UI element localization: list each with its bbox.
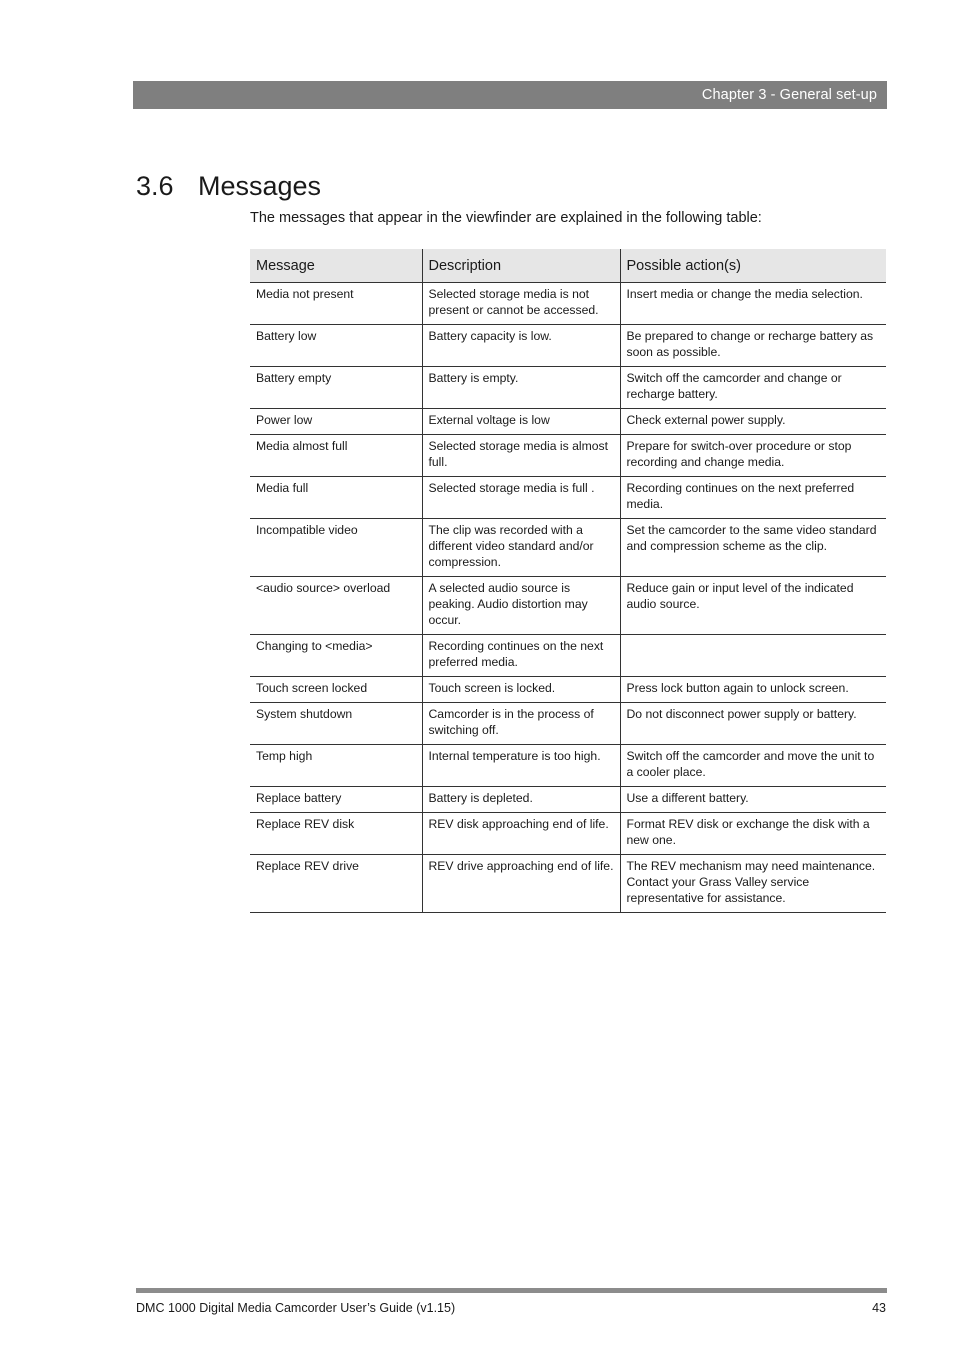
message-cell: <audio source> overload — [250, 577, 422, 635]
intro-paragraph: The messages that appear in the viewfinder are explained in the following table: — [250, 210, 762, 226]
description-cell: REV drive approaching end of life. — [422, 855, 620, 913]
footer-rule — [136, 1288, 887, 1293]
table-row — [250, 677, 886, 703]
table-row — [250, 855, 886, 913]
description-cell: Recording continues on the next preferred media. — [422, 635, 620, 677]
message-cell: Battery low — [250, 325, 422, 367]
message-cell: Temp high — [250, 745, 422, 787]
action-cell: Be prepared to change or recharge battery as soon as possible. — [620, 325, 886, 367]
action-cell: Format REV disk or exchange the disk with a new one. — [620, 813, 886, 855]
table-row — [250, 367, 886, 409]
table-row — [250, 283, 886, 325]
table-body — [250, 283, 886, 913]
footer-document-title: DMC 1000 Digital Media Camcorder User’s Guide (v1.15) — [136, 1301, 456, 1315]
section-heading — [136, 171, 321, 202]
column-header-actions: Possible action(s) — [620, 249, 886, 283]
action-cell: Use a different battery. — [620, 787, 886, 813]
description-cell: Battery capacity is low. — [422, 325, 620, 367]
action-cell: Switch off the camcorder and change or recharge battery. — [620, 367, 886, 409]
description-cell: A selected audio source is peaking. Audio distortion may occur. — [422, 577, 620, 635]
table-row — [250, 577, 886, 635]
message-cell: Incompatible video — [250, 519, 422, 577]
description-cell: Selected storage media is not present or cannot be accessed. — [422, 283, 620, 325]
action-cell: Press lock button again to unlock screen. — [620, 677, 886, 703]
column-header-message: Message — [250, 249, 422, 283]
action-cell: Prepare for switch-over procedure or stop recording and change media. — [620, 435, 886, 477]
message-cell: Battery empty — [250, 367, 422, 409]
action-cell: Recording continues on the next preferred media. — [620, 477, 886, 519]
message-cell: Media not present — [250, 283, 422, 325]
table-row — [250, 325, 886, 367]
action-cell: Reduce gain or input level of the indicated audio source. — [620, 577, 886, 635]
message-cell: Changing to <media> — [250, 635, 422, 677]
message-cell: Replace battery — [250, 787, 422, 813]
table-row — [250, 409, 886, 435]
message-cell: System shutdown — [250, 703, 422, 745]
action-cell: Switch off the camcorder and move the unit to a cooler place. — [620, 745, 886, 787]
table-row — [250, 477, 886, 519]
table-row — [250, 813, 886, 855]
message-cell: Replace REV disk — [250, 813, 422, 855]
description-cell: Selected storage media is almost full. — [422, 435, 620, 477]
action-cell: Insert media or change the media selection. — [620, 283, 886, 325]
description-cell: Camcorder is in the process of switching off. — [422, 703, 620, 745]
action-cell — [620, 635, 886, 677]
table-row — [250, 703, 886, 745]
messages-table — [250, 249, 886, 913]
message-cell: Power low — [250, 409, 422, 435]
description-cell: REV disk approaching end of life. — [422, 813, 620, 855]
description-cell: External voltage is low — [422, 409, 620, 435]
table-row — [250, 787, 886, 813]
message-cell: Media full — [250, 477, 422, 519]
description-cell: Internal temperature is too high. — [422, 745, 620, 787]
action-cell: Do not disconnect power supply or battery. — [620, 703, 886, 745]
table-row — [250, 635, 886, 677]
message-cell: Touch screen locked — [250, 677, 422, 703]
description-cell: Battery is empty. — [422, 367, 620, 409]
message-cell: Replace REV drive — [250, 855, 422, 913]
table-row — [250, 745, 886, 787]
action-cell: Check external power supply. — [620, 409, 886, 435]
table-row — [250, 435, 886, 477]
chapter-title: Chapter 3 - General set-up — [701, 87, 877, 103]
table-row — [250, 519, 886, 577]
description-cell: Touch screen is locked. — [422, 677, 620, 703]
chapter-header-bar — [133, 81, 887, 109]
section-title: Messages — [198, 171, 322, 201]
message-cell: Media almost full — [250, 435, 422, 477]
description-cell: Selected storage media is full . — [422, 477, 620, 519]
action-cell: Set the camcorder to the same video standard and compression scheme as the clip. — [620, 519, 886, 577]
section-number: 3.6 — [136, 171, 174, 201]
column-header-description: Description — [422, 249, 620, 283]
table-header-row — [250, 249, 886, 283]
page-number: 43 — [872, 1301, 886, 1315]
description-cell: Battery is depleted. — [422, 787, 620, 813]
description-cell: The clip was recorded with a different video standard and/or compression. — [422, 519, 620, 577]
action-cell: The REV mechanism may need maintenance. Contact your Grass Valley service representative for assistance. — [620, 855, 886, 913]
